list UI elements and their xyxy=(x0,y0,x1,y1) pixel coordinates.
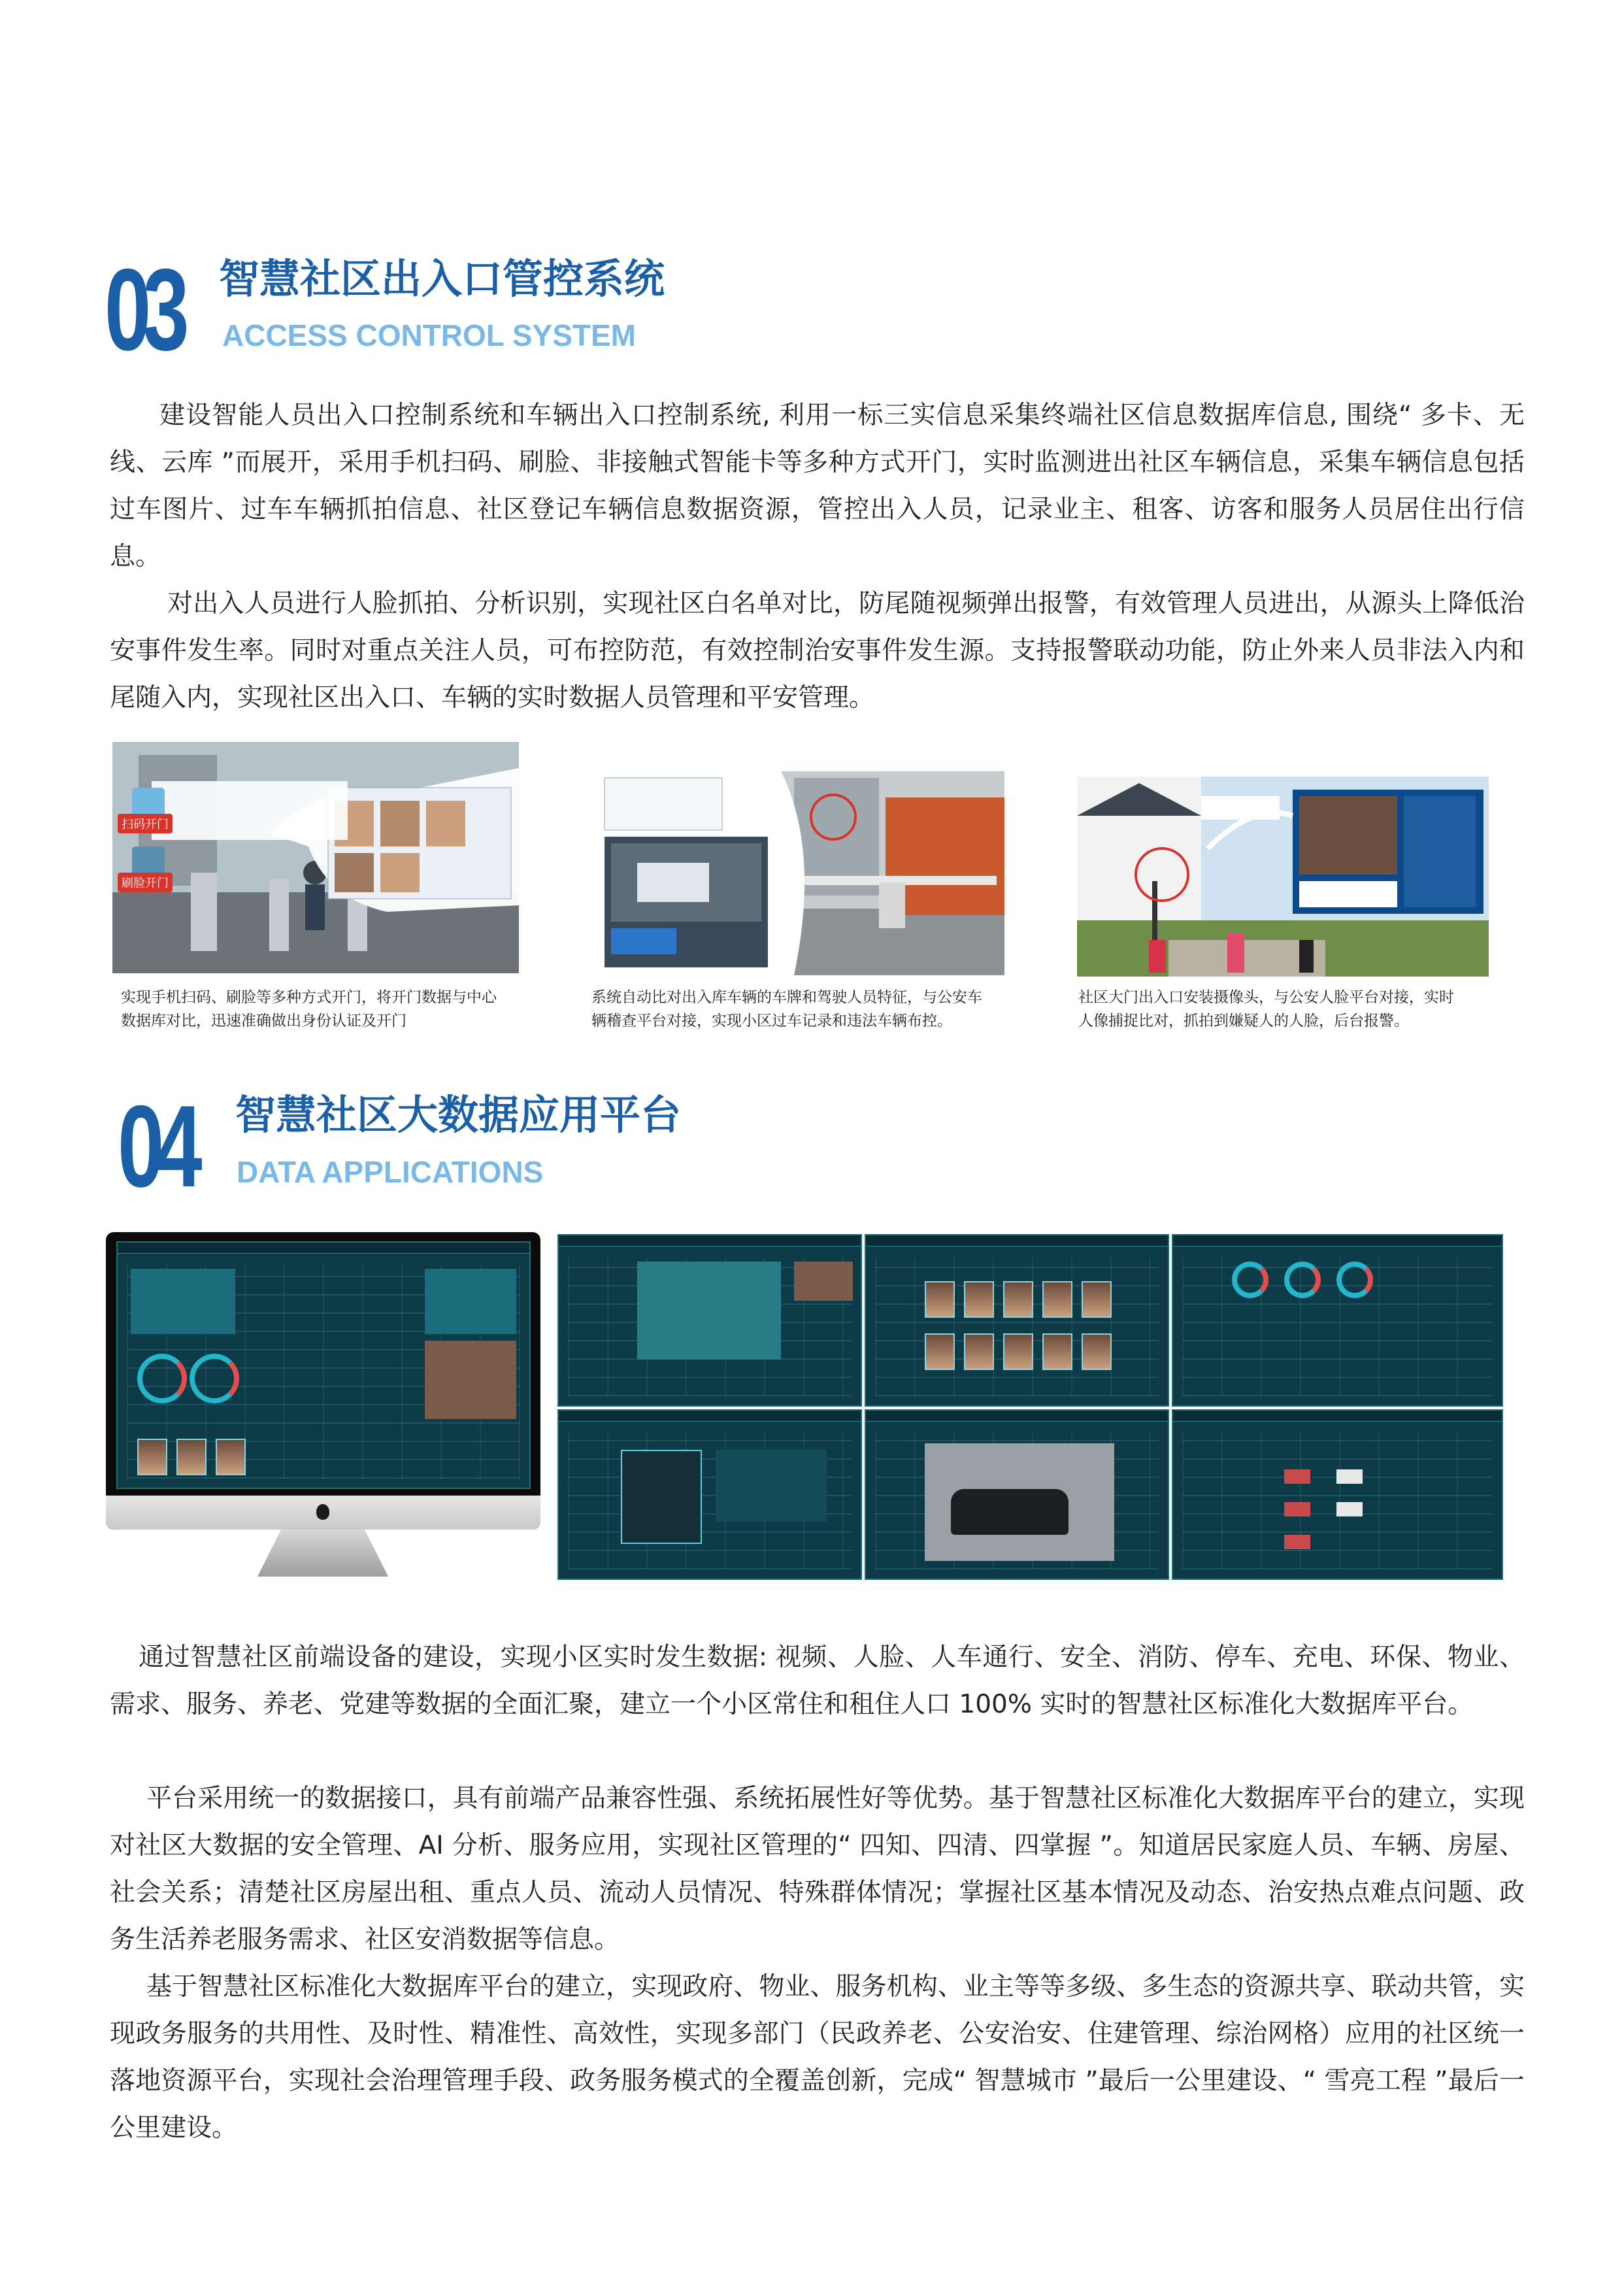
access-gate-illustration xyxy=(112,742,519,973)
vehicle-gate-photo xyxy=(598,771,1004,975)
caption-community-camera-line-2: 人像捕捉比对，抓拍到嫌疑人的人脸，后台报警。 xyxy=(1078,1013,1409,1029)
imac-dashboard-screen xyxy=(116,1241,531,1489)
section-04-paragraph-1: 通过智慧社区前端设备的建设，实现小区实时发生数据: 视频、人脸、人车通行、安全、消防、停车、充电、环保、物业、需求、服务、养老、党建等数据的全面汇聚，建立一个小区常住和租住人口 100% 实时的智慧社区标准化大数据库平台。 xyxy=(110,1643,1525,1719)
access-gate-photo xyxy=(112,742,519,973)
imac-monitor xyxy=(106,1232,540,1585)
community-camera-illustration xyxy=(1077,777,1489,977)
caption-vehicle-gate xyxy=(591,986,982,1033)
section-04-subtitle: DATA APPLICATIONS xyxy=(237,1155,544,1189)
caption-access-gate-line-2: 数据库对比，迅速准确做出身份认证及开门 xyxy=(121,1013,406,1029)
community-camera-photo xyxy=(1077,777,1489,977)
section-04-paragraph-2: 平台采用统一的数据接口，具有前端产品兼容性强、系统拓展性好等优势。基于智慧社区标准化大数据库平台的建立，实现对社区大数据的安全管理、AI 分析、服务应用，实现社区管理的“ 四知、四清、四掌握 ”。知道居民家庭人员、车辆、房屋、社会关系；清楚社区房屋出租、重点人员、流动人员情况、特殊群体情况；掌握社区基本情况及动态、治安热点难点问题、政务生活养老服务需求、社区安消数据等信息。 xyxy=(110,1784,1525,1954)
caption-access-gate-line-1: 实现手机扫码、刷脸等多种方式开门，将开门数据与中心 xyxy=(121,989,497,1006)
section-03-subtitle: ACCESS CONTROL SYSTEM xyxy=(222,318,636,352)
section-03-number: 03 xyxy=(105,244,181,375)
caption-community-camera-line-1: 社区大门出入口安装摄像头，与公安人脸平台对接，实时 xyxy=(1078,989,1454,1006)
apple-logo-icon xyxy=(316,1504,329,1520)
dashboard-shot-4 xyxy=(557,1409,862,1580)
face-open-badge: 刷脸开门 xyxy=(118,873,173,892)
dashboard-shot-2 xyxy=(865,1234,1169,1407)
section-04-title: 智慧社区大数据应用平台 xyxy=(235,1091,682,1139)
section-03-paragraph-1: 建设智能人员出入口控制系统和车辆出入口控制系统, 利用一标三实信息采集终端社区信息数据库信息, 围绕“ 多卡、无线、云库 ”而展开，采用手机扫码、刷脸、非接触式智能卡等多种方式开门，实时监测进出社区车辆信息，采集车辆信息包括过车图片、过车车辆抓拍信息、社区登记车辆信息数据资源，管控出入人员，记录业主、租客、访客和服务人员居住出行信息。 xyxy=(110,401,1525,571)
caption-access-gate xyxy=(121,986,497,1033)
dashboard-shot-5 xyxy=(865,1409,1169,1580)
caption-community-camera xyxy=(1078,986,1454,1033)
section-03-paragraph-2: 对出入人员进行人脸抓拍、分析识别，实现社区白名单对比，防尾随视频弹出报警，有效管理人员进出，从源头上降低治安事件发生率。同时对重点关注人员，可布控防范，有效控制治安事件发生源。支持报警联动功能，防止外来人员非法入内和尾随入内，实现社区出入口、车辆的实时数据人员管理和平安管理。 xyxy=(110,589,1525,712)
imac-stand xyxy=(257,1530,388,1577)
caption-vehicle-gate-line-1: 系统自动比对出入库车辆的车牌和驾驶人员特征，与公安车 xyxy=(591,989,982,1006)
dashboard-shot-3 xyxy=(1172,1234,1503,1407)
dashboard-shot-1 xyxy=(557,1234,862,1407)
qr-open-badge: 扫码开门 xyxy=(118,814,173,833)
caption-vehicle-gate-line-2: 辆稽查平台对接，实现小区过车记录和违法车辆布控。 xyxy=(591,1013,952,1029)
vehicle-gate-illustration xyxy=(598,771,1004,975)
section-04-number: 04 xyxy=(118,1081,194,1211)
section-03-title: 智慧社区出入口管控系统 xyxy=(219,255,665,303)
section-04-paragraph-3: 基于智慧社区标准化大数据库平台的建立，实现政府、物业、服务机构、业主等等多级、多生态的资源共享、联动共管，实现政务服务的共用性、及时性、精准性、高效性，实现多部门（民政养老、公安治安、住建管理、综治网格）应用的社区统一落地资源平台，实现社会治理管理手段、政务服务模式的全覆盖创新，完成“ 智慧城市 ”最后一公里建设、“ 雪亮工程 ”最后一公里建设。 xyxy=(110,1972,1525,2143)
dashboard-shot-6 xyxy=(1172,1409,1503,1580)
